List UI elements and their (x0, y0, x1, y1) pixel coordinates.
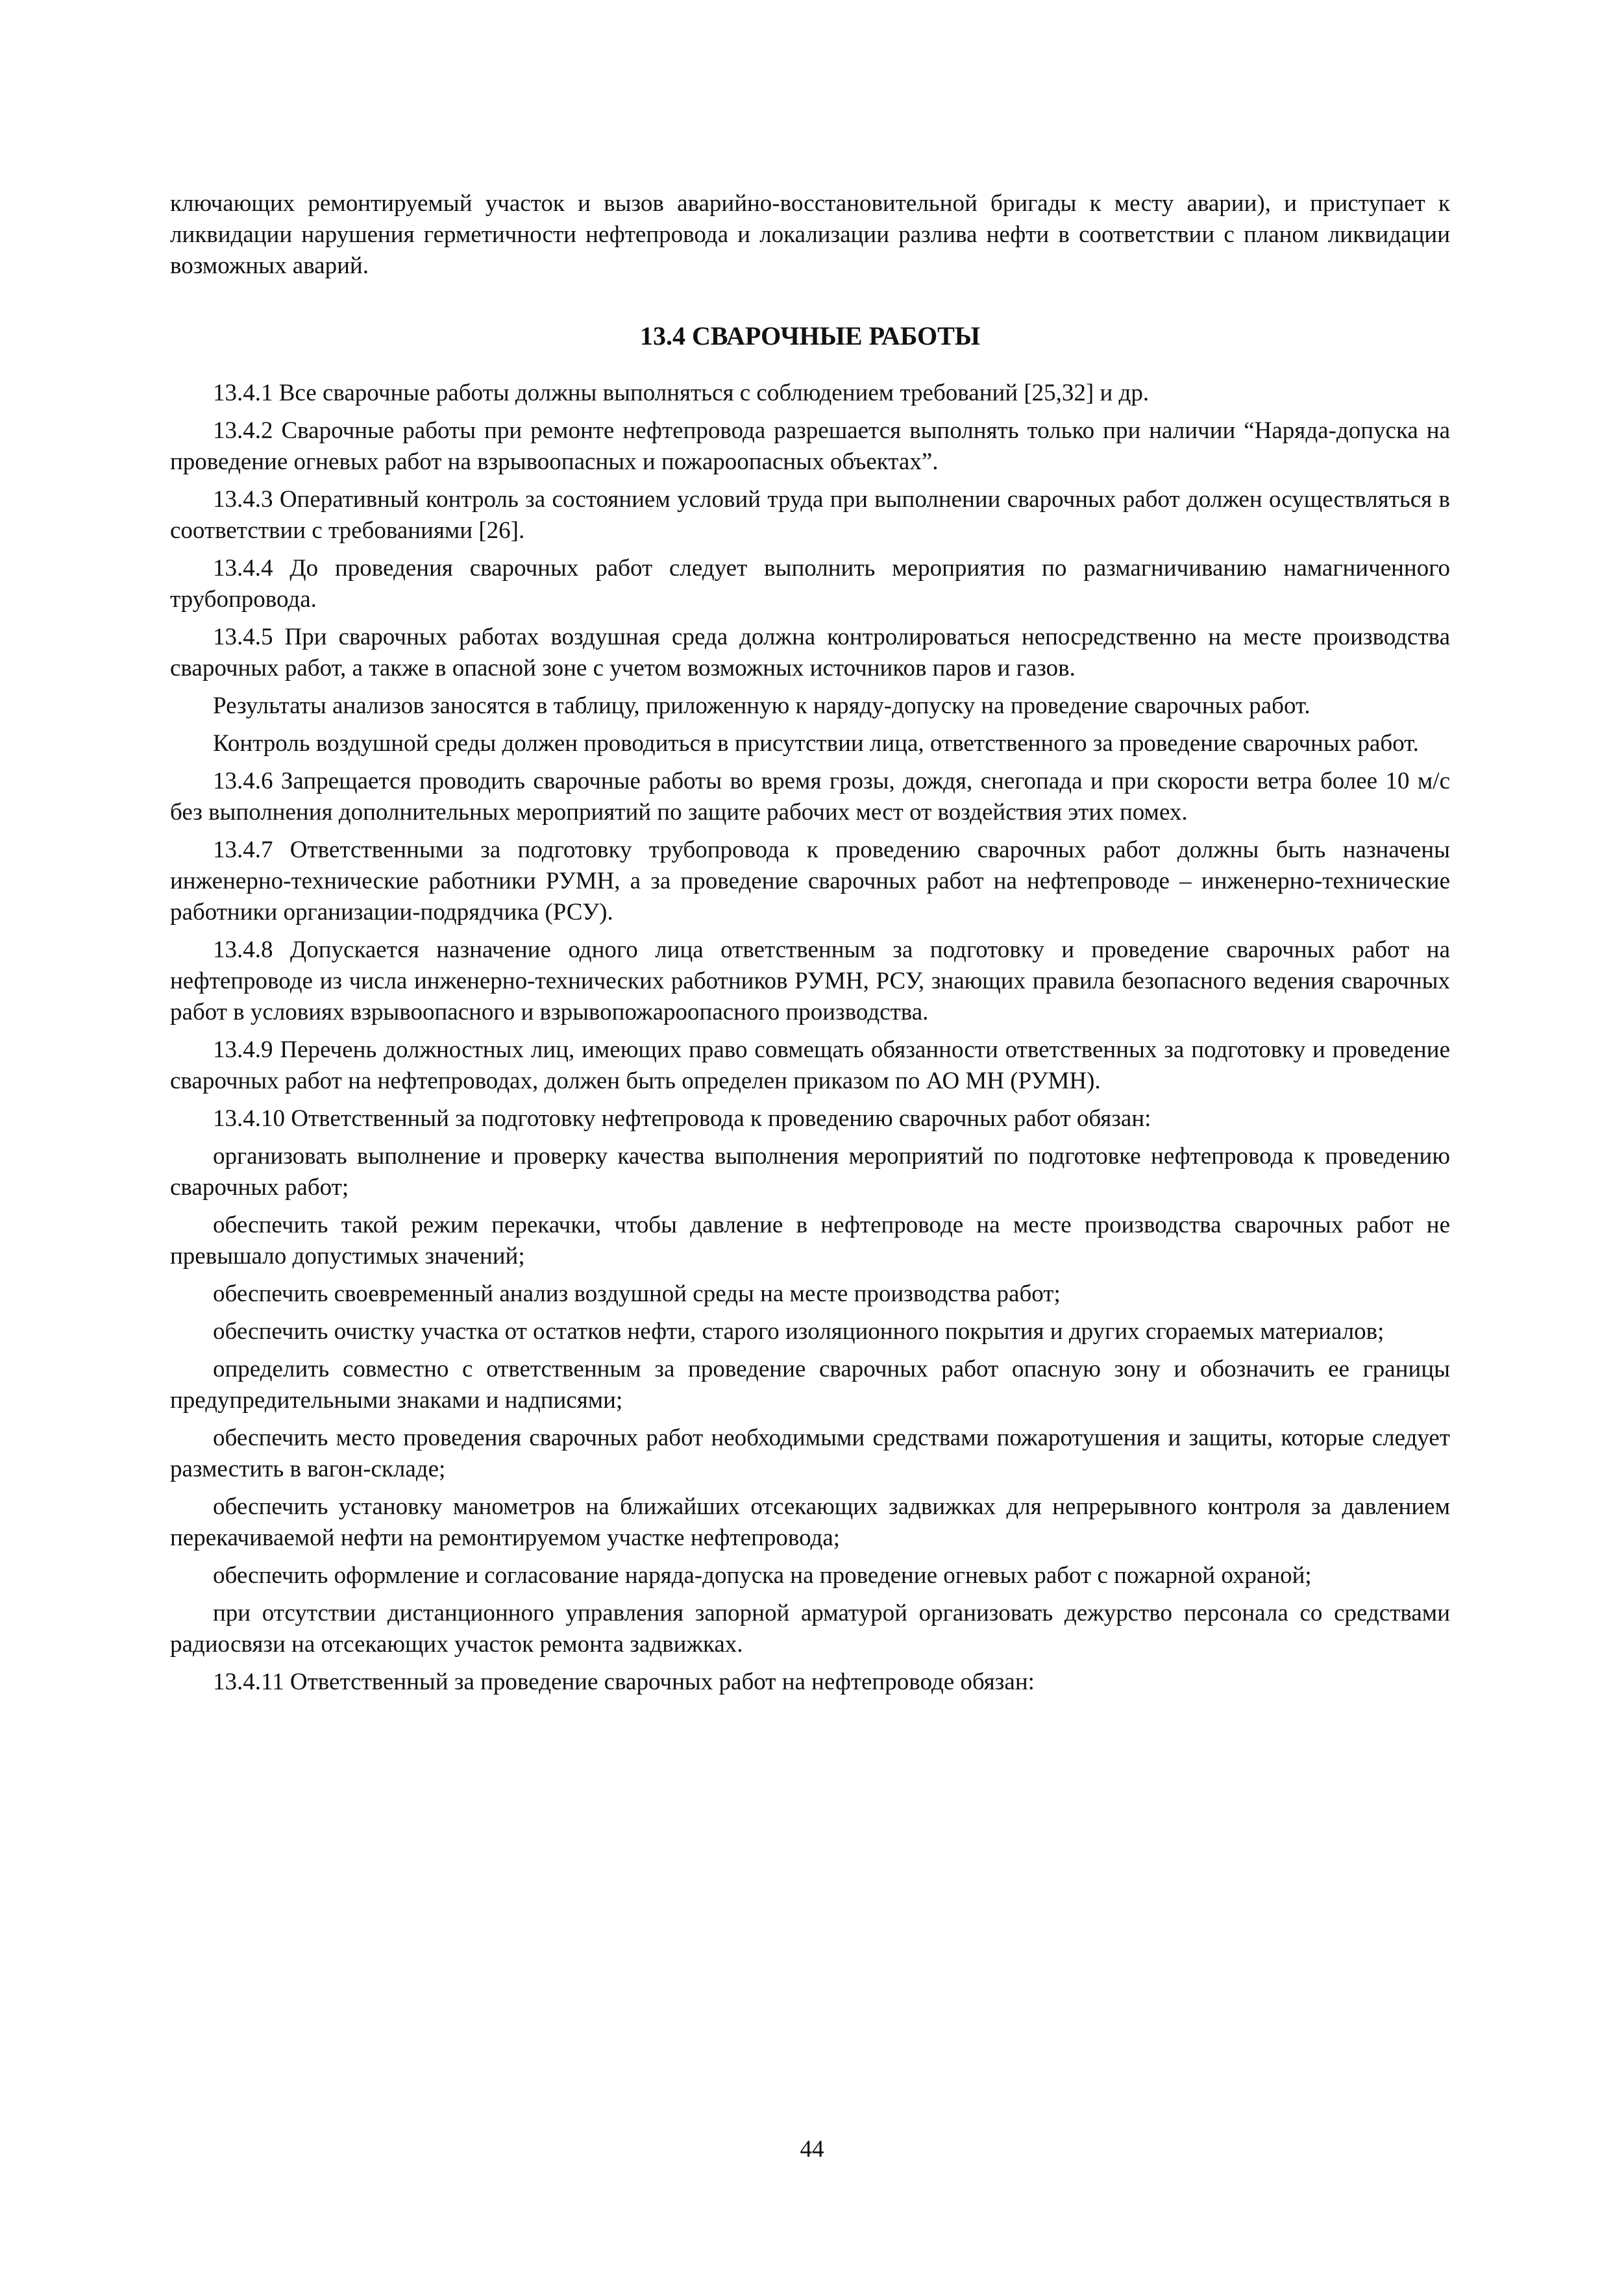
paragraph: Результаты анализов заносятся в таблицу, приложенную к наряду-допуску на проведение сварочных работ. (213, 693, 1310, 719)
paragraph: Контроль воздушной среды должен проводиться в присутствии лица, ответственного за проведение сварочных работ. (213, 730, 1419, 757)
list-item: обеспечить место проведения сварочных работ необходимыми средствами пожаротушения и защиты, которые следует разместить в вагон-складе; (170, 1425, 1450, 1482)
intro-paragraph: ключающих ремонтируемый участок и вызов аварийно-восстановительной бригады к месту аварии), и приступает к ликвидации нарушения герметичности нефтепровода и локализации разлива нефти в соответствии с планом ликвидации возможных аварий. (170, 190, 1450, 279)
list-item: обеспечить оформление и согласование наряда-допуска на проведение огневых работ с пожарной охраной; (213, 1562, 1312, 1589)
document-body (170, 188, 1450, 1704)
paragraph: 13.4.7 Ответственными за подготовку трубопровода к проведению сварочных работ должны быть назначены инженерно-технические работники РУМН, а за проведение сварочных работ на нефтепроводе – инженерно-технические работники организации-подрядчика (РСУ). (170, 837, 1450, 925)
list-item: обеспечить такой режим перекачки, чтобы давление в нефтепроводе на месте производства сварочных работ не превышало допустимых значений; (170, 1212, 1450, 1269)
paragraph: 13.4.5 При сварочных работах воздушная среда должна контролироваться непосредственно на месте производства сварочных работ, а также в опасной зоне с учетом возможных источников паров и газов. (170, 624, 1450, 681)
paragraph: 13.4.9 Перечень должностных лиц, имеющих право совмещать обязанности ответственных за подготовку и проведение сварочных работ на нефтепроводах, должен быть определен приказом по АО МН (РУМН). (170, 1036, 1450, 1094)
list-item: обеспечить очистку участка от остатков нефти, старого изоляционного покрытия и других сгораемых материалов; (213, 1318, 1384, 1345)
paragraph: 13.4.2 Сварочные работы при ремонте нефтепровода разрешается выполнять только при наличии “Наряда-допуска на проведение огневых работ на взрывоопасных и пожароопасных объектах”. (170, 417, 1450, 475)
paragraph: 13.4.8 Допускается назначение одного лица ответственным за подготовку и проведение сварочных работ на нефтепроводе из числа инженерно-технических работников РУМН, РСУ, знающих правила безопасного ведения сварочных работ в условиях взрывоопасного и взрывопожароопасного производства. (170, 937, 1450, 1025)
list-item: при отсутствии дистанционного управления запорной арматурой организовать дежурство персонала со средствами радиосвязи на отсекающих участок ремонта задвижках. (170, 1600, 1450, 1658)
page-number: 44 (800, 2136, 824, 2163)
list-item: организовать выполнение и проверку качества выполнения мероприятий по подготовке нефтепровода к проведению сварочных работ; (170, 1143, 1450, 1201)
list-item: обеспечить своевременный анализ воздушной среды на месте производства работ; (213, 1281, 1061, 1307)
paragraph: 13.4.3 Оперативный контроль за состоянием условий труда при выполнении сварочных работ должен осуществляться в соответствии с требованиями [26]. (170, 486, 1450, 544)
paragraph: 13.4.11 Ответственный за проведение сварочных работ на нефтепроводе обязан: (213, 1669, 1035, 1695)
paragraph: 13.4.1 Все сварочные работы должны выполняться с соблюдением требований [25,32] и др. (213, 380, 1150, 406)
paragraph: 13.4.10 Ответственный за подготовку нефтепровода к проведению сварочных работ обязан: (213, 1105, 1151, 1132)
list-item: обеспечить установку манометров на ближайших отсекающих задвижках для непрерывного контроля за давлением перекачиваемой нефти на ремонтируемом участке нефтепровода; (170, 1493, 1450, 1551)
paragraph: 13.4.6 Запрещается проводить сварочные работы во время грозы, дождя, снегопада и при скорости ветра более 10 м/с без выполнения дополнительных мероприятий по защите рабочих мест от воздействия этих помех. (170, 768, 1450, 826)
paragraph: 13.4.4 До проведения сварочных работ следует выполнить мероприятия по размагничиванию намагниченного трубопровода. (170, 555, 1450, 613)
section-title: 13.4 СВАРОЧНЫЕ РАБОТЫ (639, 321, 981, 350)
list-item: определить совместно с ответственным за проведение сварочных работ опасную зону и обозначить ее границы предупредительными знаками и надписями; (170, 1356, 1450, 1414)
